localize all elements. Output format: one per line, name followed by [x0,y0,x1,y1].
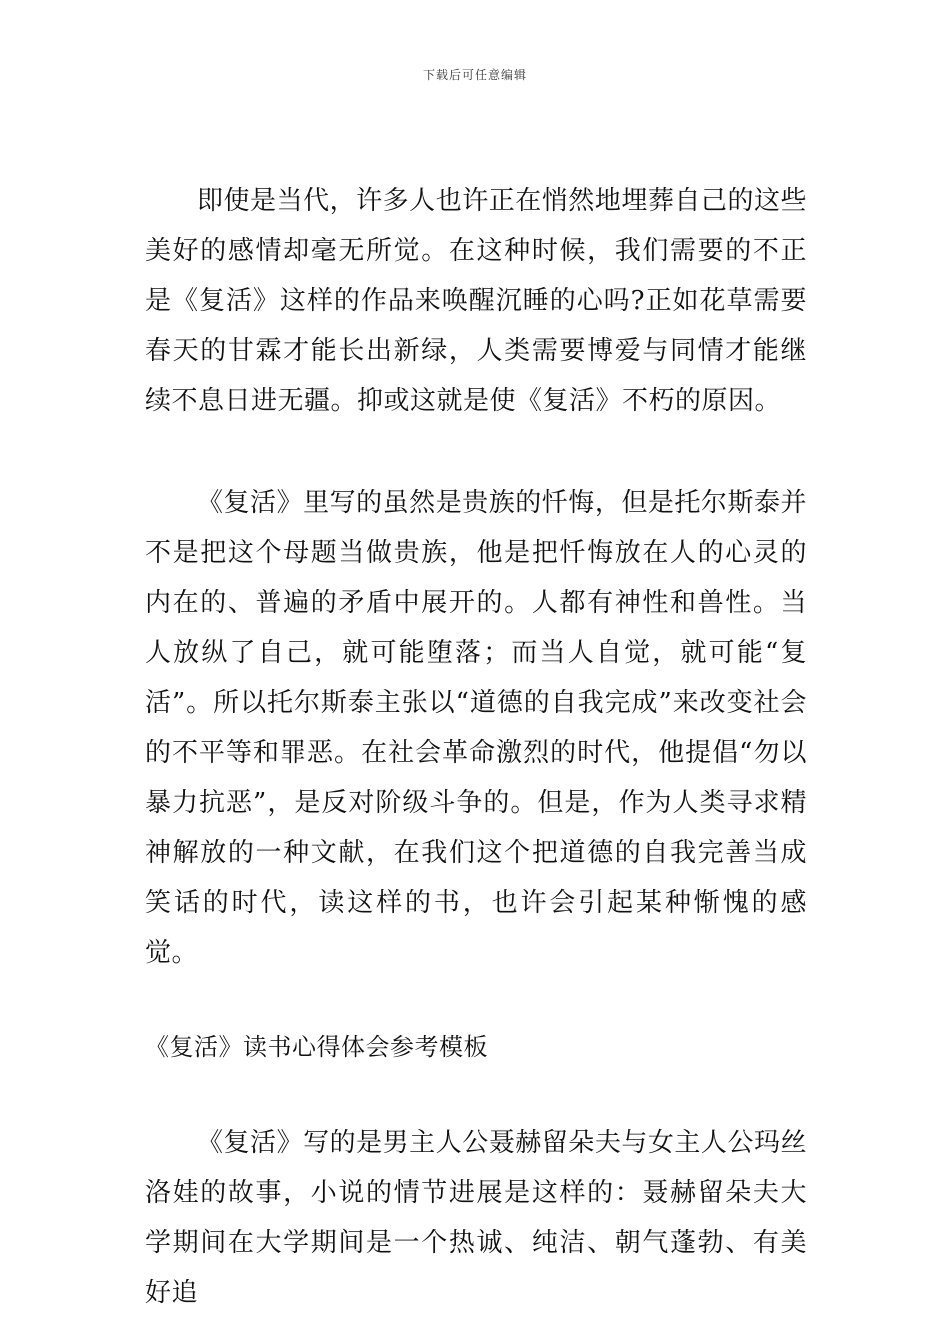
page-header: 下载后可任意编辑 [422,68,527,82]
paragraph-2: 《复活》里写的虽然是贵族的忏悔，但是托尔斯泰并不是把这个母题当做贵族，他是把忏悔放在人的心灵的内在的、普遍的矛盾中展开的。人都有神性和兽性。当人放纵了自己，就可能堕落；而当人自觉，就可能“复活”。所以托尔斯泰主张以“道德的自我完成”来改变社会的不平等和罪恶。在社会革命激烈的时代，他提倡“勿以暴力抗恶”，是反对阶级斗争的。但是，作为人类寻求精神解放的一种文献，在我们这个把道德的自我完善当成笑话的时代，读这样的书，也许会引起某种惭愧的感觉。 [145,488,807,968]
paragraph-1: 即使是当代，许多人也许正在悄然地埋葬自己的这些美好的感情却毫无所觉。在这种时候，我们需要的不正是《复活》这样的作品来唤醒沉睡的心吗?正如花草需要春天的甘霖才能长出新绿，人类需要博爱与同情才能继续不息日进无疆。抑或这就是使《复活》不朽的原因。 [145,186,807,416]
paragraph-3: 《复活》写的是男主人公聂赫留朵夫与女主人公玛丝洛娃的故事，小说的情节进展是这样的：聂赫留朵夫大学期间在大学期间是一个热诚、纯洁、朝气蓬勃、有美好追 [145,1128,807,1308]
document-body [145,176,807,1318]
section-heading: 《复活》读书心得体会参考模板 [145,1033,488,1061]
